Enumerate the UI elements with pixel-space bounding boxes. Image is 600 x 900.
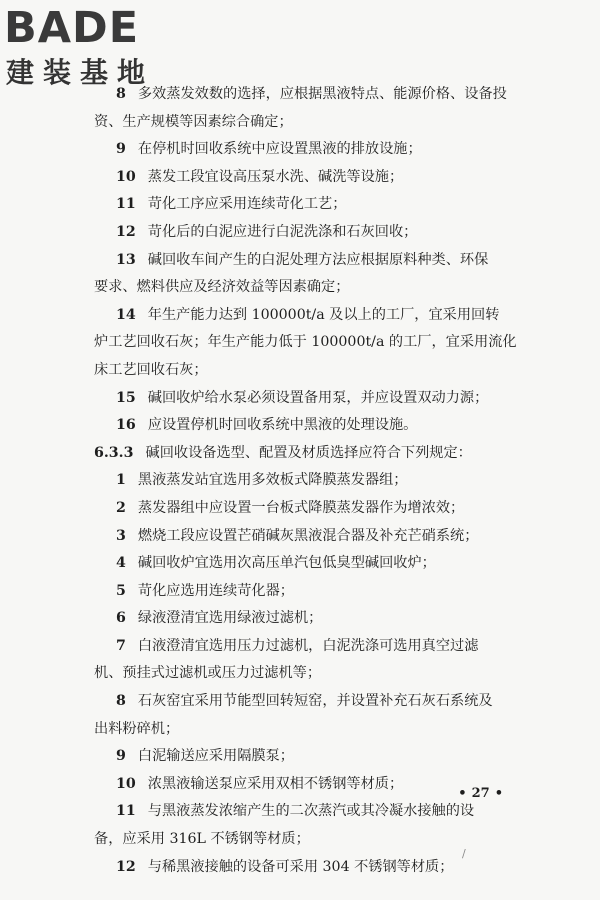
clause-number: 7 (116, 637, 126, 654)
clause-number: 12 (116, 858, 136, 875)
clause-line (94, 329, 534, 357)
clause-number: 3 (116, 527, 126, 544)
clause-text: 白液澄清宜选用压力过滤机，白泥洗涤可选用真空过滤 (137, 637, 479, 654)
section-number: 6.3.3 (94, 444, 134, 461)
clause-line (94, 688, 534, 716)
clause-text: 与稀黑液接触的设备可采用 304 不锈钢等材质； (147, 858, 454, 875)
clause-line (94, 495, 534, 523)
clause-number: 12 (116, 223, 136, 240)
clause-text: 要求、燃料供应及经济效益等因素确定； (94, 279, 350, 296)
clause-line (94, 633, 534, 661)
clause-list-b (94, 467, 534, 881)
clause-line (94, 191, 534, 219)
page-number: • 27 • (458, 786, 503, 801)
clause-text: 苛化应选用连续苛化器； (137, 582, 294, 599)
clause-number: 4 (116, 555, 126, 572)
clause-line (94, 274, 534, 302)
clause-number: 8 (116, 693, 126, 710)
clause-line (94, 743, 534, 771)
clause-text: 机、预挂式过滤机或压力过滤机等； (94, 665, 322, 682)
clause-text: 苛化工序应采用连续苛化工艺； (147, 196, 347, 213)
clause-line (94, 467, 534, 495)
clause-line (94, 109, 534, 137)
clause-number: 14 (116, 306, 136, 323)
clause-line (94, 605, 534, 633)
clause-line (94, 81, 534, 109)
clause-text: 年生产能力达到 100000t/a 及以上的工厂，宜采用回转 (147, 306, 500, 323)
logo-brand-text: BADE (4, 3, 140, 53)
clause-text: 多效蒸发效数的选择，应根据黑液特点、能源价格、设备投 (137, 86, 507, 102)
clause-text: 炉工艺回收石灰；年生产能力低于 100000t/a 的工厂，宜采用流化 (94, 334, 517, 351)
section-text: 碱回收设备选型、配置及材质选择应符合下列规定： (145, 444, 472, 461)
clause-line (94, 716, 534, 744)
clause-number: 5 (116, 582, 126, 599)
clause-text: 蒸发工段宜设高压泵水洗、碱洗等设施； (147, 168, 404, 185)
clause-line (94, 826, 534, 854)
clause-number: 13 (116, 251, 136, 268)
clause-text: 资、生产规模等因素综合确定； (94, 113, 293, 130)
clause-line (94, 854, 534, 882)
clause-text: 碱回收炉给水泵必须设置备用泵，并应设置双动力源； (147, 389, 489, 406)
clause-text: 石灰窑宜采用节能型回转短窑，并设置补充石灰石系统及 (137, 693, 493, 710)
clause-number: 15 (116, 389, 136, 406)
clause-line (94, 412, 534, 440)
clause-text: 床工艺回收石灰； (94, 361, 208, 378)
clause-list-a (94, 81, 534, 440)
clause-number: 1 (116, 472, 126, 489)
logo-subtitle: 建装基地 (6, 56, 155, 89)
clause-text: 绿液澄清宜选用绿液过滤机； (137, 610, 323, 627)
clause-text: 备，应采用 316L 不锈钢等材质； (94, 831, 310, 848)
clause-line (94, 219, 534, 247)
clause-text: 出料粉碎机； (94, 720, 180, 737)
clause-text: 白泥输送应采用隔膜泵； (137, 748, 294, 765)
section-heading (94, 440, 534, 468)
clause-text: 应设置停机时回收系统中黑液的处理设施。 (147, 417, 418, 434)
clause-text: 碱回收车间产生的白泥处理方法应根据原料种类、环保 (147, 251, 489, 268)
clause-line (94, 578, 534, 606)
clause-number: 2 (116, 499, 126, 516)
clause-text: 黑液蒸发站宜选用多效板式降膜蒸发器组； (137, 472, 408, 489)
clause-line (94, 385, 534, 413)
clause-text: 苛化后的白泥应进行白泥洗涤和石灰回收； (147, 223, 418, 240)
document-body (94, 81, 534, 881)
clause-number: 10 (116, 168, 136, 185)
clause-text: 在停机时回收系统中应设置黑液的排放设施； (137, 141, 422, 158)
clause-line (94, 357, 534, 385)
clause-line (94, 523, 534, 551)
clause-number: 9 (116, 748, 126, 765)
clause-text: 碱回收炉宜选用次高压单汽包低臭型碱回收炉； (137, 555, 436, 572)
scan-mark: / (462, 847, 466, 860)
clause-number: 11 (116, 196, 136, 213)
clause-line (94, 660, 534, 688)
clause-number: 11 (116, 803, 136, 820)
clause-text: 与黑液蒸发浓缩产生的二次蒸汽或其冷凝水接触的设 (147, 803, 475, 820)
clause-number: 16 (116, 417, 136, 434)
clause-number: 10 (116, 775, 136, 792)
clause-line (94, 302, 534, 330)
clause-number: 9 (116, 141, 126, 158)
clause-text: 蒸发器组中应设置一台板式降膜蒸发器作为增浓效； (137, 499, 465, 516)
clause-number: 8 (116, 86, 126, 102)
clause-line (94, 798, 534, 826)
clause-text: 浓黑液输送泵应采用双相不锈钢等材质； (147, 775, 404, 792)
clause-line (94, 247, 534, 275)
clause-line (94, 550, 534, 578)
clause-line (94, 136, 534, 164)
clause-number: 6 (116, 610, 126, 627)
clause-line (94, 164, 534, 192)
clause-text: 燃烧工段应设置芒硝碱灰黑液混合器及补充芒硝系统； (137, 527, 479, 544)
